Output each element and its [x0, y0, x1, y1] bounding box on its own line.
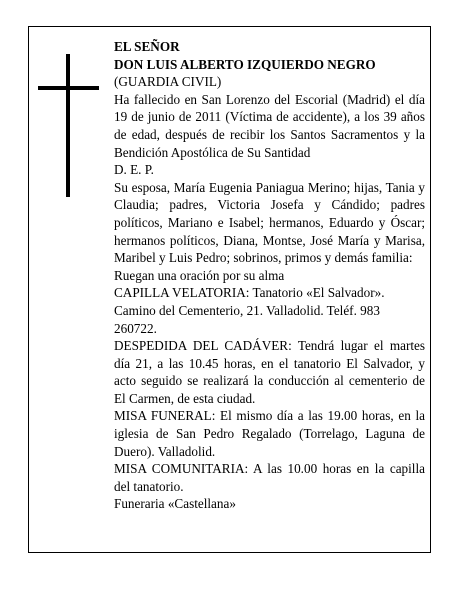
funeral-mass-info: MISA FUNERAL: El mismo día a las 19.00 horas, en la iglesia de San Pedro Regalado (Torrelago, Laguna de Duero). Valladolid. [114, 408, 425, 459]
death-notice: Ha fallecido en San Lorenzo del Escorial (Madrid) el día 19 de junio de 2011 (Víctima de accidente), a los 39 años de edad, después de recibir los Santos Sacramentos y la Bendición Apostólica de Su Santidad [114, 91, 425, 160]
farewell-info: DESPEDIDA DEL CADÁVER: Tendrá lugar el martes día 21, a las 10.45 horas, en el tanatorio El Salvador, y acto seguido se realizará la conducción al cementerio de El Carmen, de esta ciudad. [114, 338, 425, 406]
funeral-home: Funeraria «Castellana» [114, 496, 236, 512]
deceased-name: DON LUIS ALBERTO IZQUIERDO NEGRO [114, 56, 376, 72]
community-mass-info: MISA COMUNITARIA: A las 10.00 horas en la capilla del tanatorio. [114, 461, 425, 494]
chapel-info: CAPILLA VELATORIA: Tanatorio «El Salvador». Camino del Cementerio, 21. Valladolid. Teléf. 983 260722. [114, 285, 385, 336]
prayer-request: Ruegan una oración por su alma [114, 267, 285, 283]
obituary-text [114, 38, 425, 513]
rip-text: D. E. P. [114, 162, 154, 178]
heading-title: EL SEÑOR [114, 39, 180, 54]
deceased-affiliation: (GUARDIA CIVIL) [114, 74, 222, 90]
cross-icon-horizontal-bar [38, 86, 99, 90]
family-list: Su esposa, María Eugenia Paniagua Merino; hijas, Tania y Claudia; padres, Victoria Josefa y Cándido; padres políticos, Mariano e Isabel; hermanos, Eduardo y Óscar; hermanos políticos, Diana, Montse, José María y Marisa, Maribel y Luis Pedro; sobrinos, primos y demás familia: [114, 179, 425, 266]
cross-icon-vertical-bar [66, 54, 70, 197]
